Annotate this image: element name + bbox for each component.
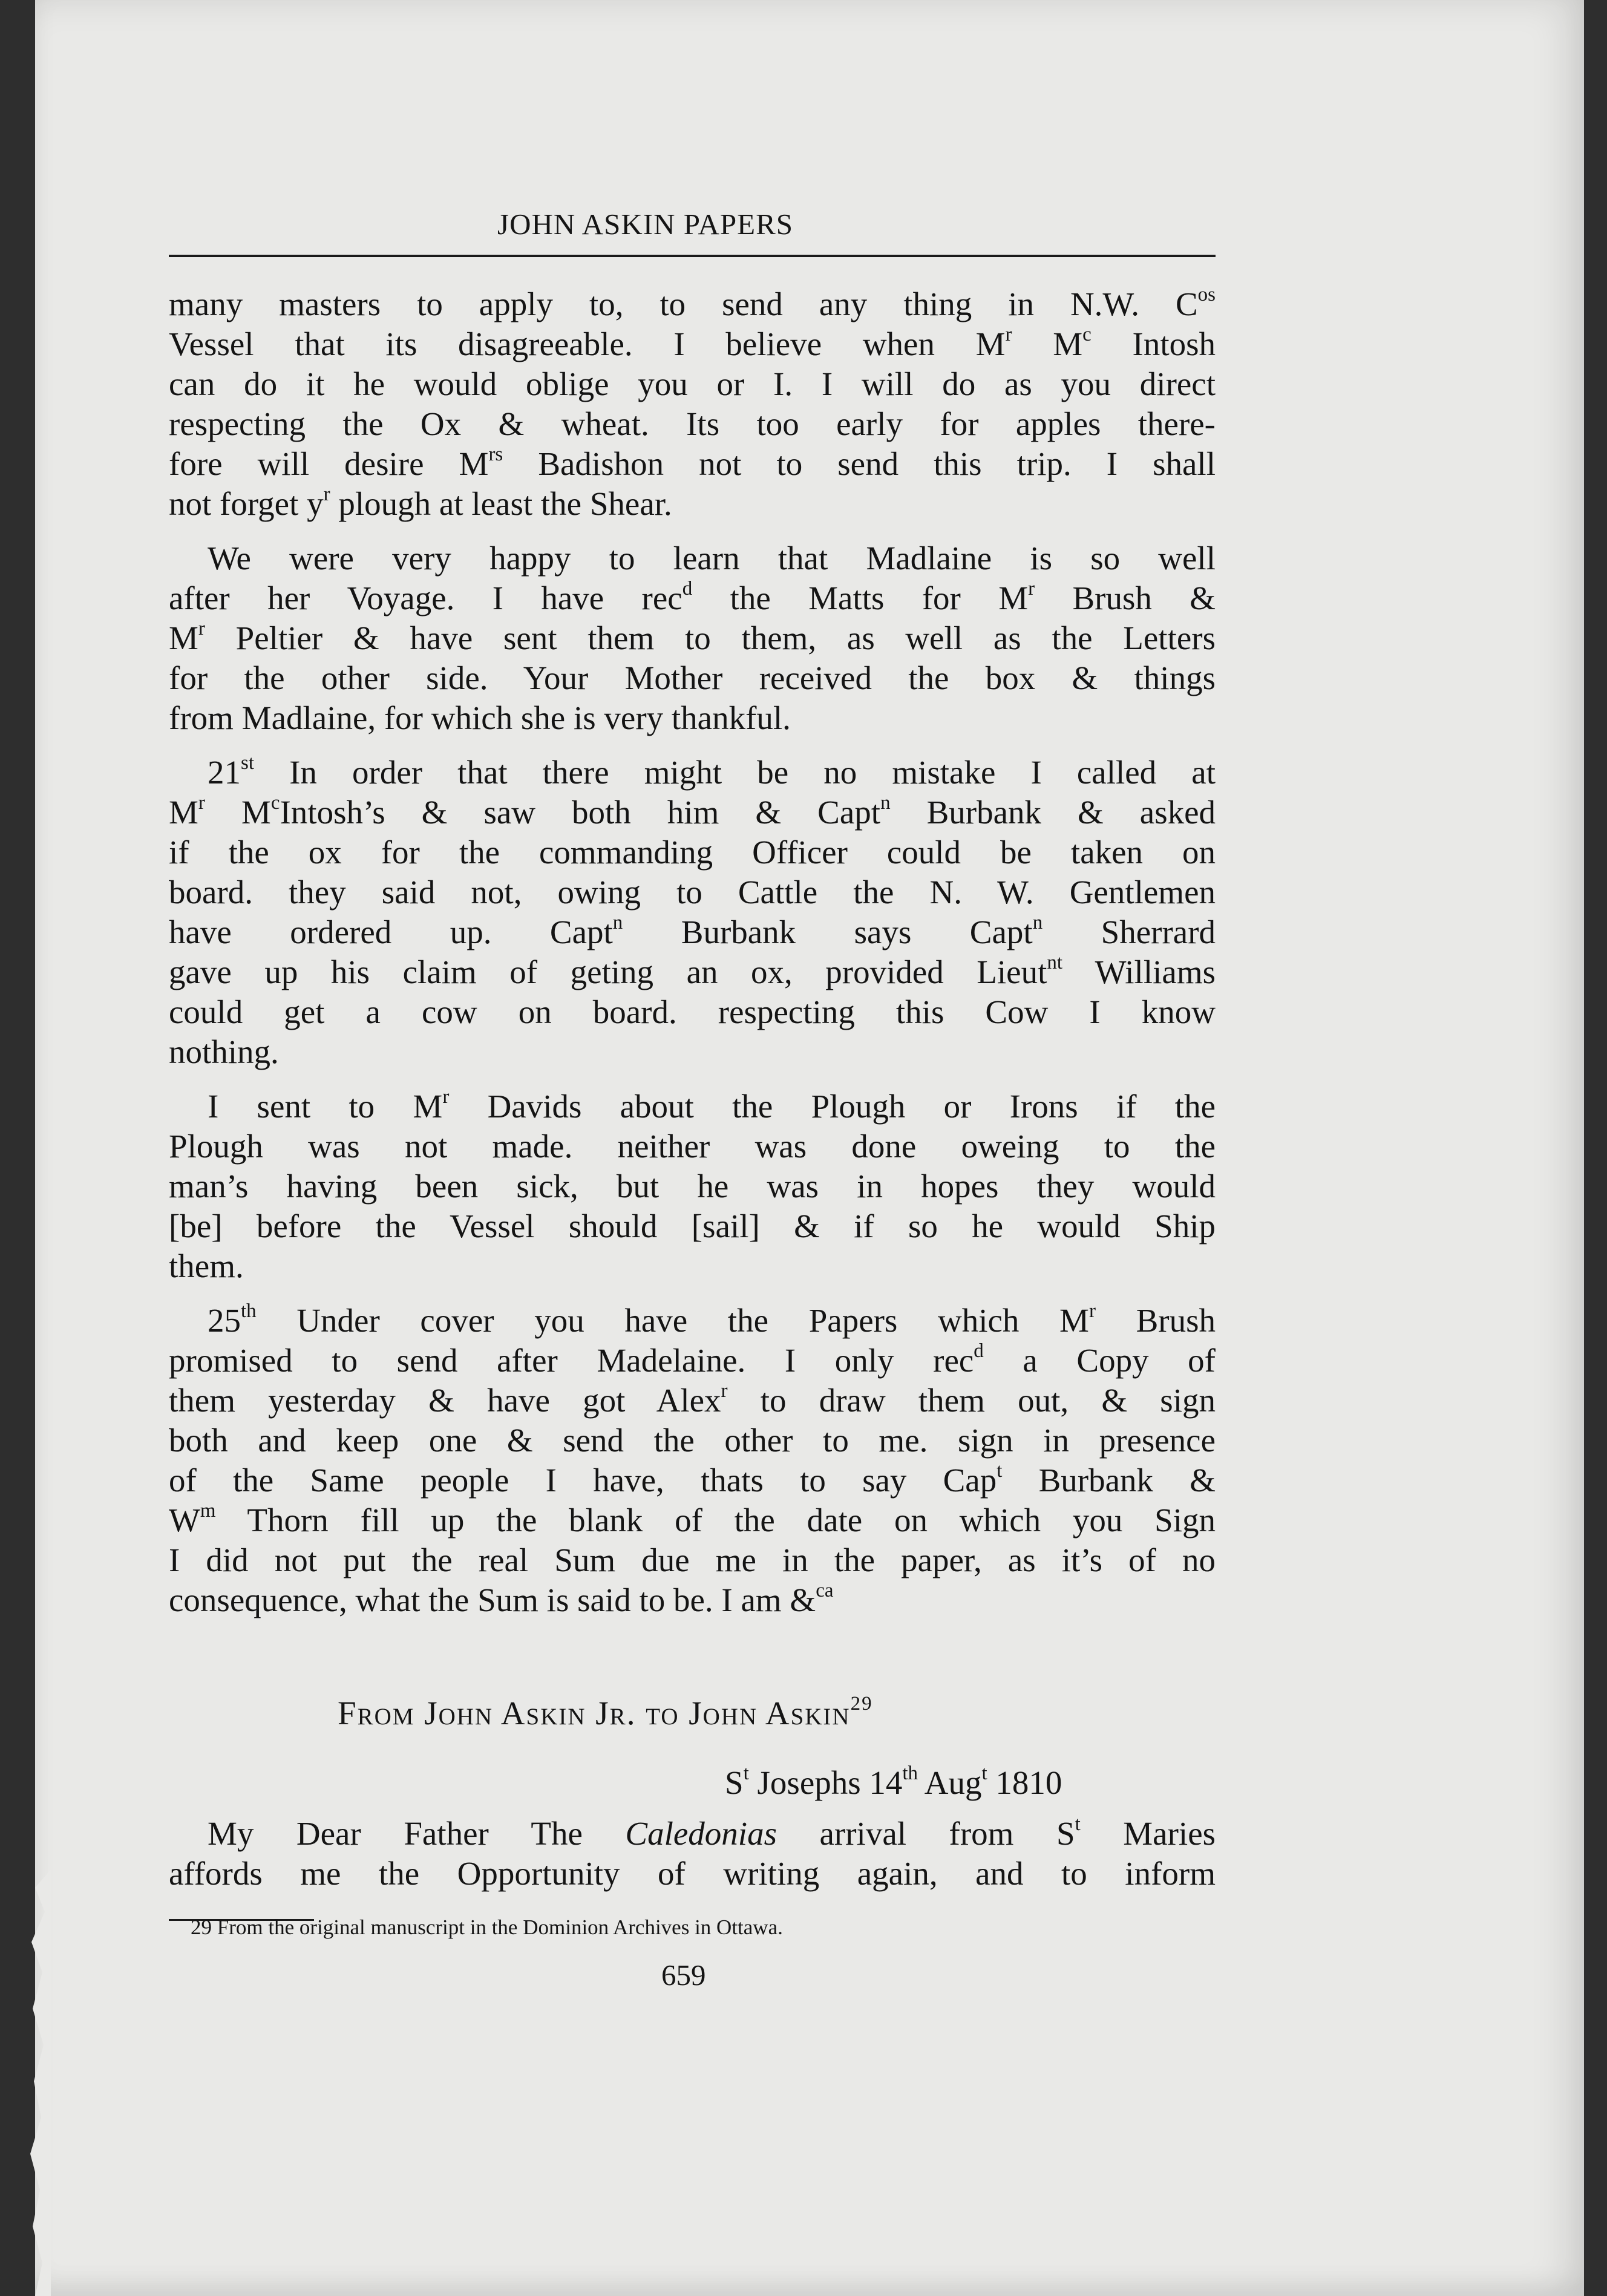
line-text: Peltier & have sent them to them, as well as the Letters (205, 620, 1216, 656)
text-line (169, 364, 1216, 404)
line-text: Brush (1095, 1302, 1216, 1339)
line-text: I did not put the real Sum due me in the paper, as it’s of no (169, 1542, 1216, 1578)
line-text: Brush & (1035, 580, 1216, 617)
body-text (169, 284, 1216, 1635)
paragraph (169, 538, 1216, 738)
paragraph (169, 1301, 1216, 1620)
line-text: promised to send after Madelaine. I only rec (169, 1342, 974, 1379)
line-text: fore will desire M (169, 445, 489, 482)
line-text: Burbank & (1002, 1462, 1216, 1499)
text-line (169, 1127, 1216, 1166)
line-text: could get a cow on board. respecting this Cow I know (169, 993, 1216, 1030)
line-text: [be] before the Vessel should [sail] & if so he would Ship (169, 1208, 1216, 1244)
line-text: Under cover you have the Papers which M (256, 1302, 1089, 1339)
line-text: consequence, what the Sum is said to be. I am & (169, 1581, 816, 1618)
line-text: Thorn fill up the blank of the date on which you Sign (215, 1502, 1216, 1539)
line-text: not forget y (169, 485, 324, 522)
line-text: M (169, 794, 198, 831)
line-text: 25 (208, 1302, 241, 1339)
text-line (169, 793, 1216, 832)
line-text: have ordered up. Capt (169, 914, 613, 950)
line-text: a Copy of (983, 1342, 1216, 1379)
line-text: man’s having been sick, but he was in hopes they would (169, 1168, 1216, 1205)
line-superscript: nt (1047, 952, 1063, 973)
line-text: after her Voyage. I have rec (169, 580, 682, 617)
line-text: Williams (1062, 953, 1216, 990)
text-line (169, 1580, 1216, 1620)
line-superscript: n (1032, 912, 1043, 934)
line-superscript: d (682, 578, 693, 600)
text-line (169, 444, 1216, 484)
dateline-superscript: t (743, 1762, 749, 1784)
line-text: We were very happy to learn that Madlaine is so well (208, 540, 1216, 577)
line-text: Intosh’s & saw both him & Capt (280, 794, 881, 831)
line-superscript: st (241, 752, 255, 774)
text-line (169, 912, 1216, 952)
line-superscript: r (442, 1086, 450, 1108)
text-line (169, 753, 1216, 793)
text-line (169, 1206, 1216, 1246)
text-line (169, 698, 1216, 738)
line-superscript: r (198, 792, 205, 814)
line-text: Davids about the Plough or Irons if the (449, 1088, 1216, 1125)
running-head: JOHN ASKIN PAPERS (497, 208, 794, 241)
line-text: respecting the Ox & wheat. Its too early for apples there- (169, 405, 1216, 442)
line-text: Vessel that its disagreeable. I believe when M (169, 325, 1006, 362)
torn-page-edge (27, 1869, 51, 2296)
line-text: plough at least the Shear. (330, 485, 672, 522)
text-line (169, 1460, 1216, 1500)
dateline-text: Josephs 14 (748, 1764, 903, 1801)
line-superscript: n (880, 792, 891, 814)
line-text: Intosh (1091, 325, 1216, 362)
letter-heading-text: From John Askin Jr. to John Askin (338, 1695, 851, 1732)
text-line (169, 1166, 1216, 1206)
line-superscript: r (1028, 578, 1035, 600)
dateline-superscript: t (981, 1762, 987, 1784)
text-line (169, 1381, 1216, 1421)
line-text: the Matts for M (692, 580, 1029, 617)
line-text: Sherrard (1042, 914, 1216, 950)
line-text: M (1012, 325, 1083, 362)
book-page (35, 0, 1584, 2296)
paragraph (169, 1087, 1216, 1286)
line-text: I sent to M (208, 1088, 443, 1125)
line-text: both and keep one & send the other to me. sign in presence (169, 1422, 1216, 1459)
line-superscript: d (974, 1340, 984, 1362)
dateline-superscript: th (902, 1762, 918, 1784)
text-line (169, 1087, 1216, 1127)
letter-heading (338, 1694, 873, 1732)
line-text: W (169, 1502, 200, 1539)
line-text: In order that there might be no mistake I called at (254, 754, 1216, 791)
ship-name: Caledonias (625, 1815, 777, 1852)
text-line (169, 404, 1216, 444)
line-superscript: os (1197, 284, 1216, 306)
header-rule (169, 255, 1216, 257)
dateline-text: Aug (918, 1764, 982, 1801)
line-text: many masters to apply to, to send any thing in N.W. C (169, 286, 1198, 322)
line-text: of the Same people I have, thats to say Cap (169, 1462, 997, 1499)
line-superscript: r (198, 618, 205, 639)
paragraph (169, 753, 1216, 1072)
salutation: My Dear Father (208, 1815, 489, 1852)
line-superscript: rs (488, 443, 503, 465)
text-line (169, 952, 1216, 992)
dateline-text: S (725, 1764, 744, 1801)
line-text: board. they said not, owing to Cattle the N. W. Gentlemen (169, 874, 1216, 911)
line-superscript: r (1088, 1300, 1096, 1322)
line-text: gave up his claim of geting an ox, provided Lieut (169, 953, 1047, 990)
letter-opening (169, 1814, 1216, 1894)
text-line (169, 1500, 1216, 1540)
footnote-ref: 29 (850, 1693, 873, 1715)
dateline-text: 1810 (987, 1764, 1062, 1801)
letter-text: arrival from S (776, 1815, 1075, 1852)
text-line (169, 1032, 1216, 1072)
line-superscript: n (612, 912, 623, 934)
line-text: Badishon not to send this trip. I shall (503, 445, 1216, 482)
line-text: them. (169, 1248, 244, 1284)
letter-text: affords me the Opportunity of writing again, and to inform (169, 1855, 1216, 1892)
page-number: 659 (661, 1958, 706, 1992)
line-text: from Madlaine, for which she is very thankful. (169, 699, 791, 736)
footnote-text: From the original manuscript in the Dominion Archives in Ottawa. (217, 1915, 783, 1939)
line-text: Burbank & asked (890, 794, 1216, 831)
text-line (169, 484, 1216, 524)
text-line (169, 578, 1216, 618)
line-text: them yesterday & have got Alex (169, 1382, 721, 1419)
letter-text: The (488, 1815, 626, 1852)
letter-dateline (725, 1764, 1062, 1802)
text-line (169, 538, 1216, 578)
line-superscript: ca (816, 1580, 834, 1601)
line-superscript: m (200, 1500, 216, 1522)
line-text: can do it he would oblige you or I. I will do as you direct (169, 365, 1216, 402)
text-line (169, 1421, 1216, 1460)
line-superscript: th (241, 1300, 257, 1322)
line-text: M (169, 620, 198, 656)
letter-line (169, 1814, 1216, 1854)
line-superscript: r (721, 1380, 728, 1402)
text-line (169, 1540, 1216, 1580)
text-line (169, 658, 1216, 698)
line-superscript: r (323, 483, 330, 505)
text-line (169, 284, 1216, 324)
line-text: 21 (208, 754, 241, 791)
text-line (169, 832, 1216, 872)
text-line (169, 1246, 1216, 1286)
line-text: nothing. (169, 1033, 279, 1070)
line-text: to draw them out, & sign (727, 1382, 1216, 1419)
text-line (169, 618, 1216, 658)
text-line (169, 1301, 1216, 1341)
letter-superscript: t (1075, 1813, 1081, 1835)
line-superscript: r (1005, 324, 1012, 345)
line-superscript: c (1082, 324, 1092, 345)
footnote (191, 1915, 783, 1940)
text-line (169, 324, 1216, 364)
text-line (169, 992, 1216, 1032)
line-text: for the other side. Your Mother received the box & things (169, 659, 1216, 696)
text-line (169, 1341, 1216, 1381)
paragraph (169, 284, 1216, 524)
text-line (169, 872, 1216, 912)
line-superscript: t (997, 1460, 1003, 1482)
line-text: Burbank says Capt (623, 914, 1033, 950)
line-text: M (205, 794, 271, 831)
line-text: if the ox for the commanding Officer could be taken on (169, 834, 1216, 871)
line-superscript: c (270, 792, 280, 814)
line-text: Plough was not made. neither was done oweing to the (169, 1128, 1216, 1165)
letter-line (169, 1854, 1216, 1894)
footnote-number: 29 (191, 1915, 212, 1939)
letter-text: Maries (1080, 1815, 1216, 1852)
